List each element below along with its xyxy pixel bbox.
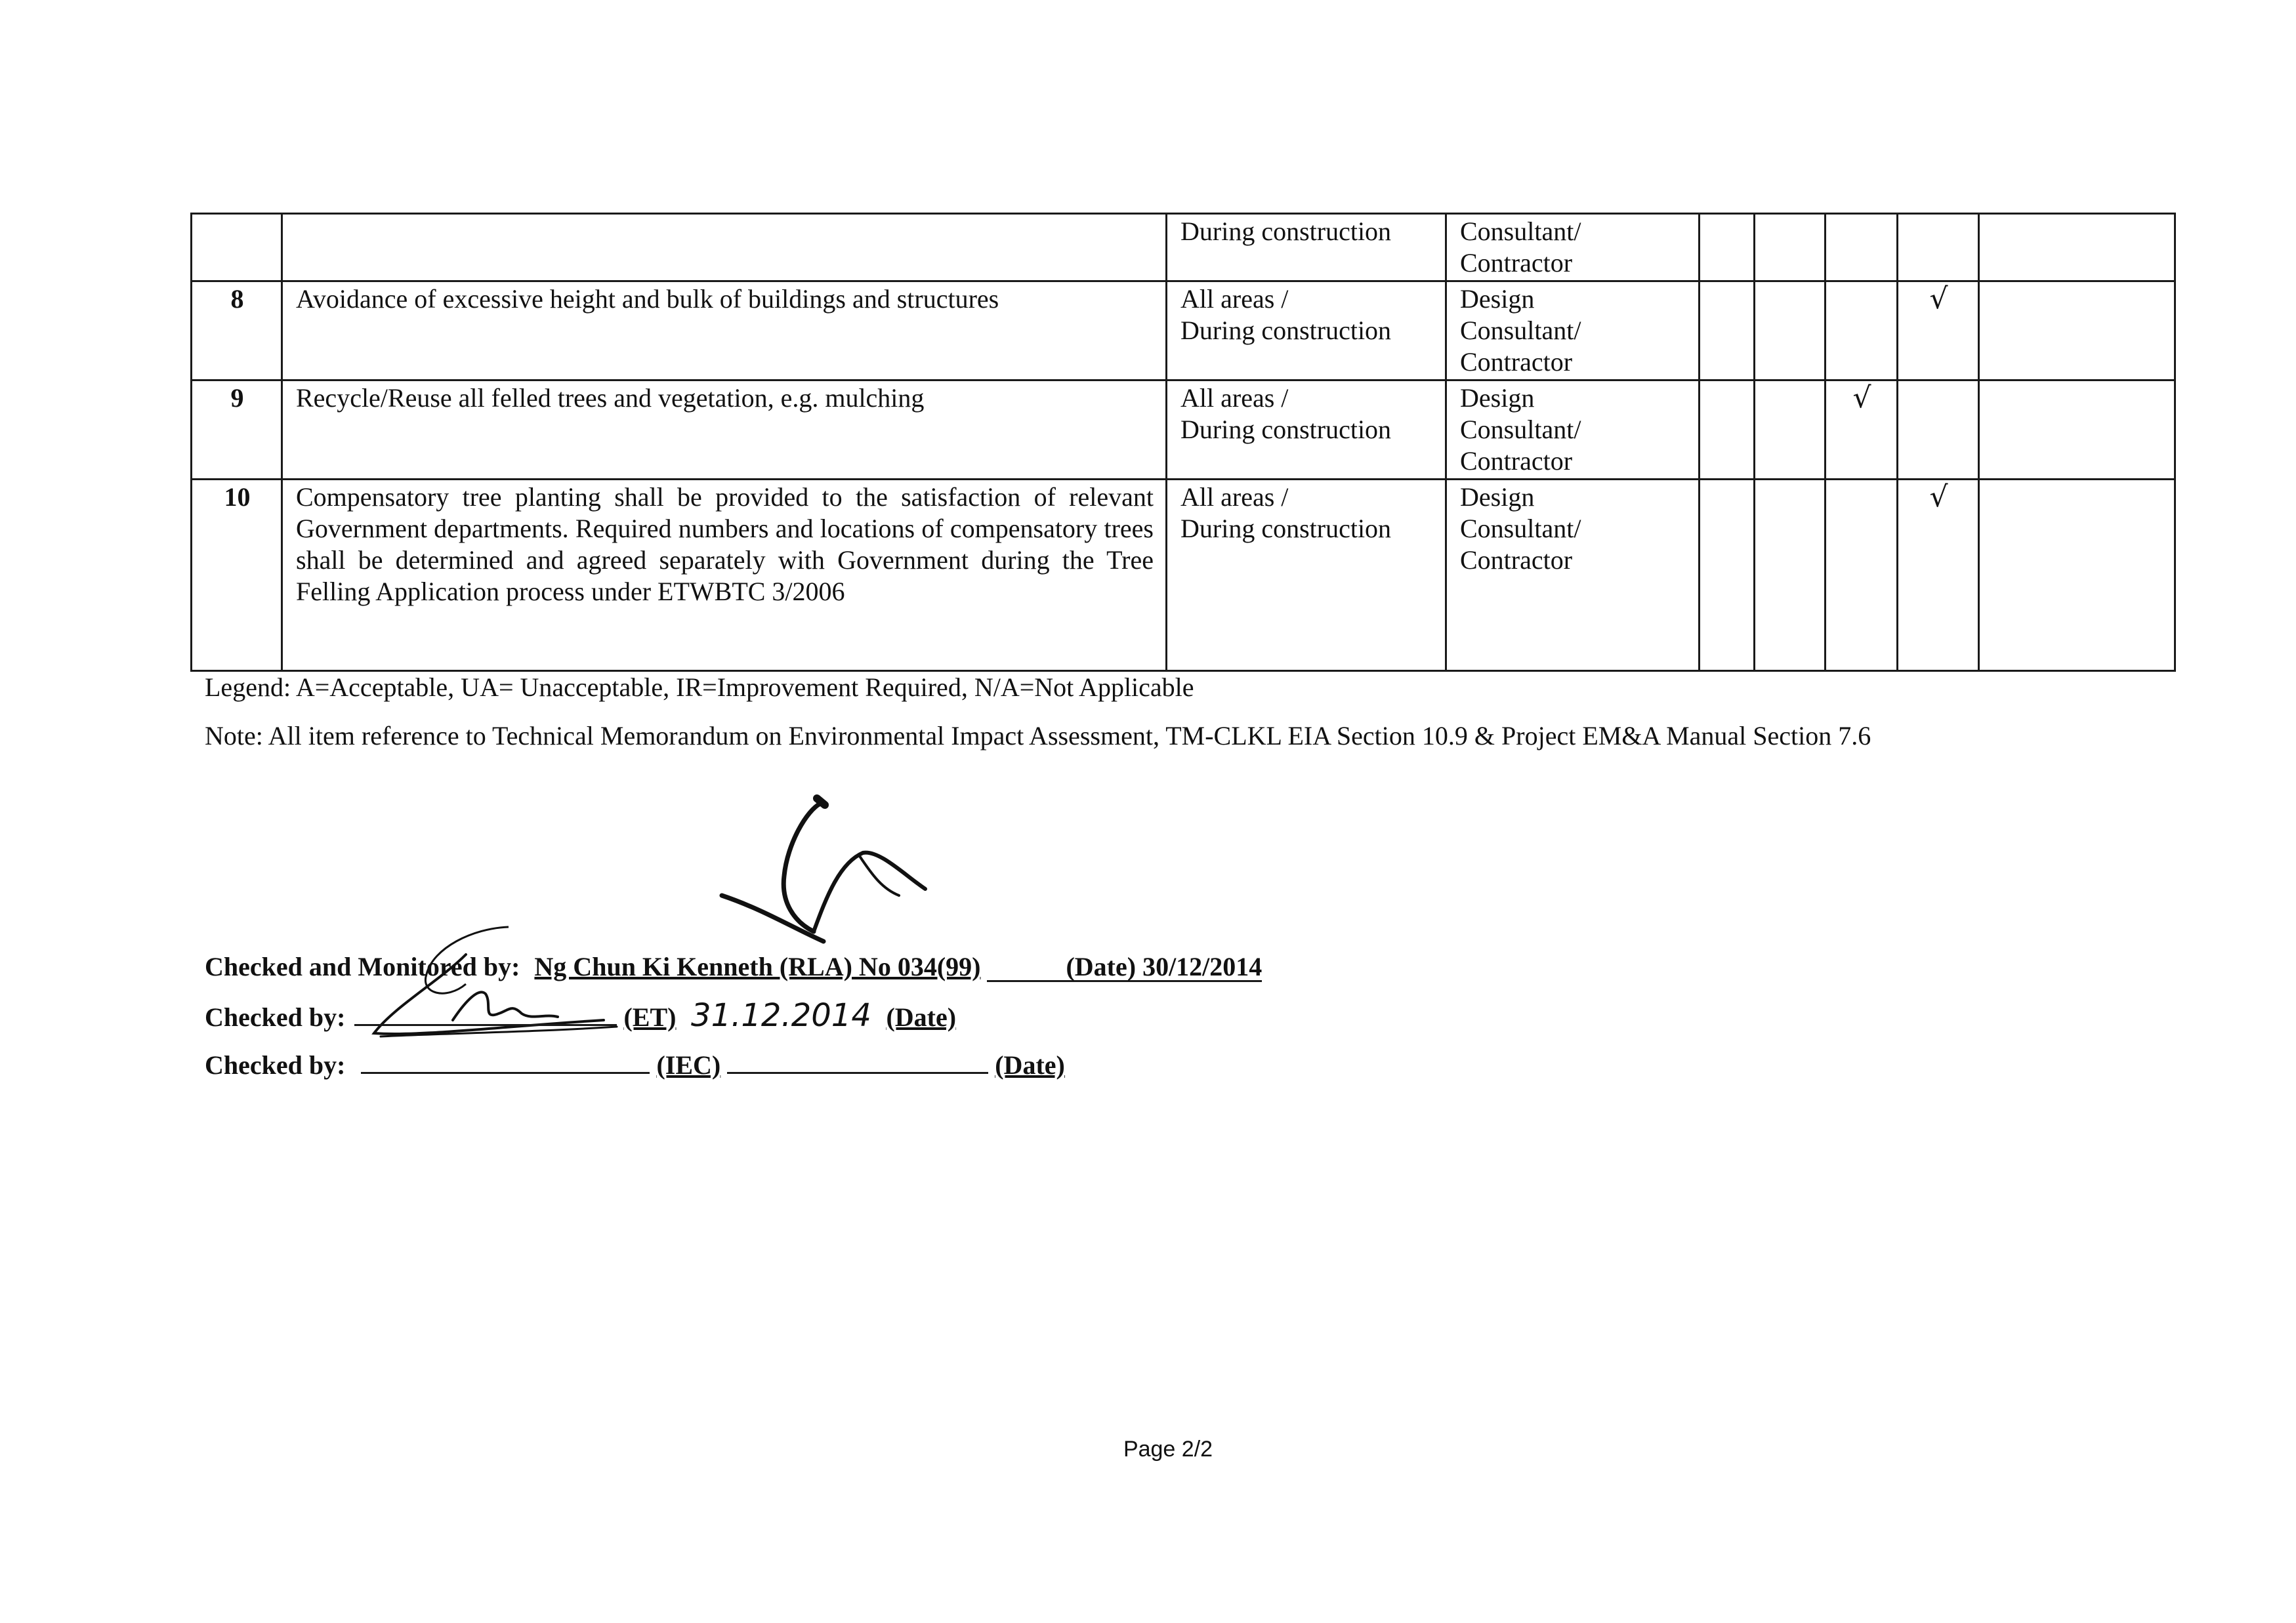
- signature-rla: [709, 791, 932, 948]
- audit-table-body: [192, 214, 2175, 671]
- status-cell-5: [1979, 380, 2175, 480]
- location-cell: During construction: [1167, 214, 1446, 281]
- monitored-name: Ng Chun Ki Kenneth (RLA) No 034(99): [534, 952, 981, 981]
- signoff-iec-row: [205, 1048, 1065, 1081]
- checked-label-et: Checked by:: [205, 1002, 346, 1032]
- note-text: Note: All item reference to Technical Memorandum on Environmental Impact Assessment, TM-CLKL EIA Section 10.9 & Project EM&A Manual Section 7.6: [205, 721, 1871, 750]
- status-cell-3: √: [1826, 380, 1898, 480]
- description-cell: Avoidance of excessive height and bulk of buildings and structures: [282, 281, 1167, 380]
- table-row: [192, 281, 2175, 380]
- implementation-agent-cell: Design Consultant/ Contractor: [1446, 281, 1700, 380]
- legend-text: Legend: A=Acceptable, UA= Unacceptable, IR=Improvement Required, N/A=Not Applicable: [205, 672, 1194, 702]
- signoff-et-row: [205, 997, 957, 1034]
- checked-label-iec: Checked by:: [205, 1050, 346, 1080]
- status-cell-1: [1700, 480, 1755, 671]
- et-signature-line: [354, 1000, 617, 1026]
- signoff-monitored-row: [205, 951, 1262, 983]
- iec-label: (IEC): [656, 1050, 721, 1080]
- item-number-cell: 8: [192, 281, 282, 380]
- status-cell-1: [1700, 281, 1755, 380]
- implementation-agent-cell: Design Consultant/ Contractor: [1446, 480, 1700, 671]
- iec-signature-line: [361, 1048, 650, 1074]
- table-row: [192, 480, 2175, 671]
- et-label: (ET): [623, 1002, 677, 1032]
- et-handwritten-date: 31.12.2014: [691, 997, 871, 1034]
- monitored-date: (Date) 30/12/2014: [987, 954, 1262, 982]
- implementation-agent-cell: Consultant/ Contractor: [1446, 214, 1700, 281]
- status-cell-1: [1700, 380, 1755, 480]
- et-date-label: (Date): [886, 1002, 957, 1032]
- description-cell: Recycle/Reuse all felled trees and vegetation, e.g. mulching: [282, 380, 1167, 480]
- status-cell-4: [1898, 380, 1979, 480]
- status-cell-2: [1755, 214, 1826, 281]
- location-cell: All areas / During construction: [1167, 480, 1446, 671]
- audit-table: [190, 213, 2176, 672]
- iec-date-line: [727, 1048, 988, 1074]
- description-cell: Compensatory tree planting shall be provided to the satisfaction of relevant Government departments. Required numbers and locations of compensatory trees shall be determined and agreed separately with Government during the Tree Felling Application process under ETWBTC 3/2006: [282, 480, 1167, 671]
- table-row: [192, 380, 2175, 480]
- status-cell-4: √: [1898, 281, 1979, 380]
- item-number-cell: [192, 214, 282, 281]
- status-cell-5: [1979, 281, 2175, 380]
- item-number-cell: 10: [192, 480, 282, 671]
- status-cell-2: [1755, 480, 1826, 671]
- page-number: Page 2/2: [1123, 1437, 1213, 1462]
- status-cell-5: [1979, 480, 2175, 671]
- status-cell-3: [1826, 281, 1898, 380]
- description-cell: [282, 214, 1167, 281]
- item-number-cell: 9: [192, 380, 282, 480]
- status-cell-4: √: [1898, 480, 1979, 671]
- iec-date-label: (Date): [995, 1050, 1065, 1080]
- table-row: [192, 214, 2175, 281]
- implementation-agent-cell: Design Consultant/ Contractor: [1446, 380, 1700, 480]
- status-cell-2: [1755, 380, 1826, 480]
- status-cell-2: [1755, 281, 1826, 380]
- monitored-label: Checked and Monitored by:: [205, 952, 520, 981]
- status-cell-3: [1826, 480, 1898, 671]
- status-cell-1: [1700, 214, 1755, 281]
- status-cell-4: [1898, 214, 1979, 281]
- location-cell: All areas / During construction: [1167, 380, 1446, 480]
- status-cell-5: [1979, 214, 2175, 281]
- location-cell: All areas / During construction: [1167, 281, 1446, 380]
- status-cell-3: [1826, 214, 1898, 281]
